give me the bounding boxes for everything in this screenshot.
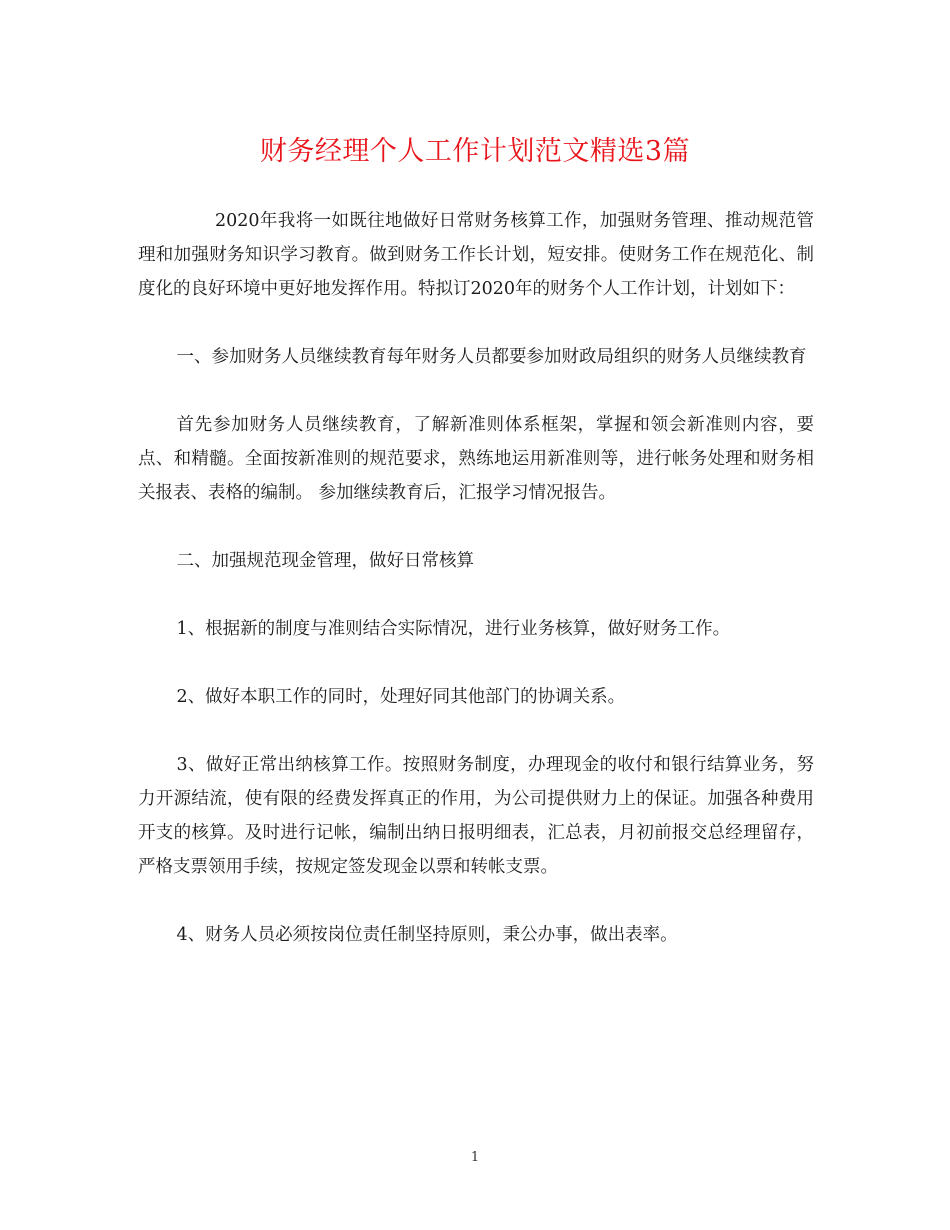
paragraph-gap: [138, 510, 814, 544]
paragraph-gap: [138, 884, 814, 918]
paragraph-gap: [138, 374, 814, 408]
paragraph-gap: [138, 646, 814, 680]
list-item-2: 2、做好本职工作的同时，处理好同其他部门的协调关系。: [176, 687, 626, 707]
section-heading-2: 二、加强规范现金管理，做好日常核算: [176, 551, 474, 571]
paragraph-gap: [138, 578, 814, 612]
intro-paragraph: 2020年我将一如既往地做好日常财务核算工作，加强财务管理、推动规范管理和加强财务知识学习教育。做到财务工作长计划，短安排。使财务工作在规范化、制度化的良好环境中更好地发挥作用。特拟订2020年的财务个人工作计划，计划如下：: [138, 211, 814, 299]
paragraph-gap: [138, 306, 814, 340]
page-number: 1: [470, 1150, 480, 1165]
section-heading-1: 一、参加财务人员继续教育每年财务人员都要参加财政局组织的财务人员继续教育: [176, 347, 807, 367]
document-body: [138, 204, 814, 952]
list-item-1: 1、根据新的制度与准则结合实际情况，进行业务核算，做好财务工作。: [176, 619, 731, 639]
paragraph-gap: [138, 714, 814, 748]
list-item-3: 3、做好正常出纳核算工作。按照财务制度，办理现金的收付和银行结算业务，努力开源结流，使有限的经费发挥真正的作用，为公司提供财力上的保证。加强各种费用开支的核算。及时进行记帐，编制出纳日报明细表，汇总表，月初前报交总经理留存，严格支票领用手续，按规定签发现金以票和转帐支票。: [138, 755, 814, 877]
body-paragraph: 首先参加财务人员继续教育，了解新准则体系框架，掌握和领会新准则内容，要点、和精髓。全面按新准则的规范要求，熟练地运用新准则等，进行帐务处理和财务相关报表、表格的编制。 参加继续教育后，汇报学习情况报告。: [138, 415, 814, 503]
document-title: 财务经理个人工作计划范文精选3篇: [259, 136, 691, 167]
list-item-4: 4、财务人员必须按岗位责任制坚持原则，秉公办事，做出表率。: [176, 925, 678, 945]
